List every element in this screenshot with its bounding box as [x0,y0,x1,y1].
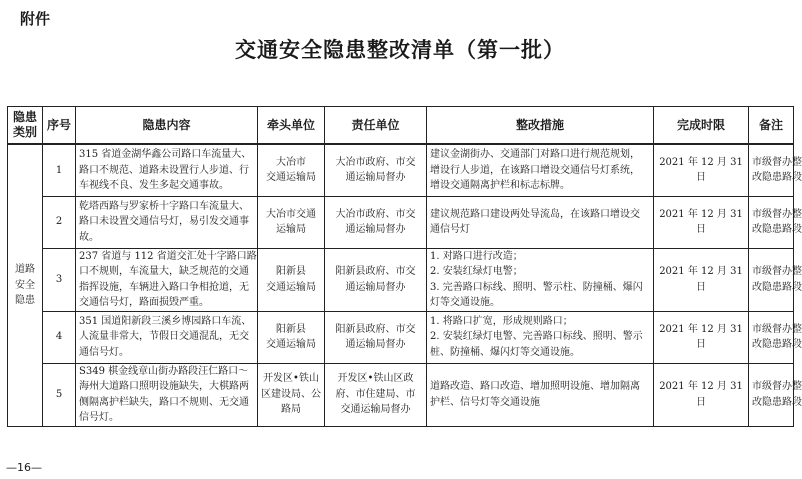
lead-unit-line: 交通运输局 [266,281,316,293]
remarks-line: 市级督办整 [752,208,802,220]
lead-unit [258,311,325,363]
document-title: 交通安全隐患整改清单（第一批） [235,38,565,62]
header-number: 序号 [43,107,76,145]
lead-unit-line: 开发区•铁山 [263,373,319,385]
hazard-description-line: 237 省道与 112 省道交汇处十字路口路 [79,250,257,262]
table-row [8,196,794,248]
hazard-description-line: 口不规则，车流量大，缺乏规范的交通 [79,266,249,277]
lead-unit-line: 阳新县 [276,266,306,277]
lead-unit-line: 交通运输局 [266,172,316,184]
attachment-label: 附件 [20,10,51,28]
rectification-measures-line: 建议金湖街办、交通部门对路口进行规范规划， [430,149,640,160]
completion-deadline: 2021 年 12 月 31 日 [654,363,749,426]
remarks-line: 市级督办整 [752,266,802,277]
header-category [8,107,43,145]
hazard-description-line: 车视线不良、发生多起交通事故。 [79,180,229,191]
rectification-measures-line: 2. 安装红绿灯电警； [430,266,523,277]
lead-unit-line: 路局 [281,404,301,416]
hazard-category-cell-line: 道路 [15,264,35,275]
lead-unit-line: 运输局 [276,224,306,235]
rectification-measures-line: 1. 将路口扩宽，形成规则路口； [430,315,573,327]
header-responsible-unit: 责任单位 [325,107,427,145]
completion-deadline: 2021 年 12 月 31 日 [654,248,749,311]
rectification-measures-line: 桩、防撞桶、爆闪灯等交通设施。 [430,346,580,358]
hazard-description-line: 海州大道路口照明设施缺失，大棋路两 [79,381,249,392]
completion-deadline: 2021 年 12 月 31 日 [654,311,749,363]
remarks [749,196,802,248]
remarks [749,144,802,196]
lead-unit-line: 区建设局、公 [261,388,321,400]
responsible-unit [325,311,427,363]
hazard-description-line: 指挥设施，车辆进入路口争相抢道，无 [79,281,249,293]
hazard-description-line: 故。 [79,231,99,243]
lead-unit-line: 阳新县 [276,323,306,335]
header-category-line: 类别 [12,125,37,139]
hazard-description-line: 乾塔西路与罗家桥十字路口车流量大、 [79,200,249,212]
responsible-unit-line: 通运输局督办 [345,224,406,235]
hazard-description-line: 351 国道阳新段三溪乡博园路口车流、 [79,315,252,327]
header-deadline: 完成时限 [654,107,749,145]
remarks-line: 市级督办整 [752,323,802,335]
hazard-description-line: 路口不规范、道路未设置行人步道、行 [79,164,249,176]
remarks-line: 市级督办整 [752,156,802,168]
remarks [749,363,802,426]
rectification-measures [427,311,654,363]
completion-deadline: 2021 年 12 月 31 日 [654,196,749,248]
hazard-description [76,363,258,426]
remarks-line: 改隐患路段 [752,224,802,235]
rectification-measures [427,196,654,248]
hazard-description [76,196,258,248]
responsible-unit-line: 开发区•铁山区政 [337,373,414,385]
responsible-unit-line: 通运输局督办 [345,281,406,293]
rectification-measures-line: 道路改造、路口改造、增加照明设施、增加隔离 [430,381,640,392]
hazard-description-line: 人流量非常大，节假日交通混乱，无交 [79,331,249,343]
rectification-measures [427,363,654,426]
lead-unit [258,363,325,426]
rectification-measures-line: 3. 完善路口标线、照明、警示柱、防撞桶、爆闪 [430,281,643,293]
responsible-unit [325,363,427,426]
responsible-unit-line: 阳新县政府、市交 [335,266,416,277]
lead-unit-line: 交通运输局 [266,339,316,350]
rectification-measures-line: 通信号灯 [430,224,470,235]
page-number: —16— [6,461,42,474]
hazard-category-cell-line: 隐患 [15,295,35,306]
hazard-category-cell [8,144,43,426]
hazard-description-line: 路口未设置交通信号灯，易引发交通事 [79,216,249,228]
remarks-line: 改隐患路段 [752,339,802,350]
hazard-description-line: 交通信号灯，路面损毁严重。 [79,297,209,308]
rectification-measures [427,144,654,196]
hazard-category-cell-line: 安全 [15,279,35,291]
table-row [8,363,794,426]
lead-unit-line: 大冶市 [276,156,306,168]
remarks-line: 市级督办整 [752,381,802,392]
rectification-measures-line: 护栏、信号灯等交通设施 [430,396,540,408]
header-lead-unit: 牵头单位 [258,107,325,145]
rectification-measures-line: 2. 安装红绿灯电警、完善路口标线、照明、警示 [430,331,643,343]
responsible-unit [325,196,427,248]
remarks [749,248,802,311]
rectification-measures [427,248,654,311]
header-remarks: 备注 [749,107,794,145]
hazard-description [76,311,258,363]
hazard-description-line: S349 棋金线章山街办路段汪仁路口～ [79,365,249,377]
lead-unit [258,248,325,311]
hazard-rectification-table [7,106,802,427]
remarks [749,311,802,363]
lead-unit [258,144,325,196]
row-number: 2 [43,196,76,248]
hazard-description [76,144,258,196]
remarks-line: 改隐患路段 [752,172,802,184]
responsible-unit-line: 大冶市政府、市交 [335,208,416,220]
row-number: 3 [43,248,76,311]
table-row [8,248,794,311]
row-number: 5 [43,363,76,426]
lead-unit [258,196,325,248]
responsible-unit-line: 府、市住建局、市 [335,388,416,400]
header-measures: 整改措施 [427,107,654,145]
responsible-unit-line: 阳新县政府、市交 [335,323,416,335]
table-row [8,311,794,363]
header-category-line: 隐患 [12,110,37,124]
responsible-unit [325,144,427,196]
table-header-row [8,107,794,145]
row-number: 4 [43,311,76,363]
hazard-description-line: 侧隔离护栏缺失，路口不规则、无交通 [79,396,249,408]
hazard-description-line: 信号灯。 [79,412,119,423]
hazard-description-line: 通信号灯。 [79,346,129,358]
table-row [8,144,794,196]
rectification-measures-line: 增设行人步道，在该路口增设交通信号灯系统， [430,164,640,176]
hazard-description [76,248,258,311]
responsible-unit-line: 通运输局督办 [345,172,406,184]
responsible-unit [325,248,427,311]
header-description: 隐患内容 [76,107,258,145]
completion-deadline: 2021 年 12 月 31 日 [654,144,749,196]
hazard-description-line: 315 省道金湖华鑫公司路口车流量大、 [79,149,252,160]
rectification-measures-line: 灯等交通设施。 [430,297,500,308]
responsible-unit-line: 大冶市政府、市交 [335,156,416,168]
remarks-line: 改隐患路段 [752,396,802,408]
remarks-line: 改隐患路段 [752,281,802,293]
responsible-unit-line: 通运输局督办 [345,339,406,350]
lead-unit-line: 大冶市交通 [266,208,316,220]
rectification-measures-line: 建议规范路口建设两处导流岛，在该路口增设交 [430,208,640,220]
responsible-unit-line: 交通运输局督办 [340,404,411,416]
row-number: 1 [43,144,76,196]
rectification-measures-line: 1. 对路口进行改造； [430,250,523,262]
rectification-measures-line: 增设交通隔离护栏和标志标牌。 [430,180,570,191]
